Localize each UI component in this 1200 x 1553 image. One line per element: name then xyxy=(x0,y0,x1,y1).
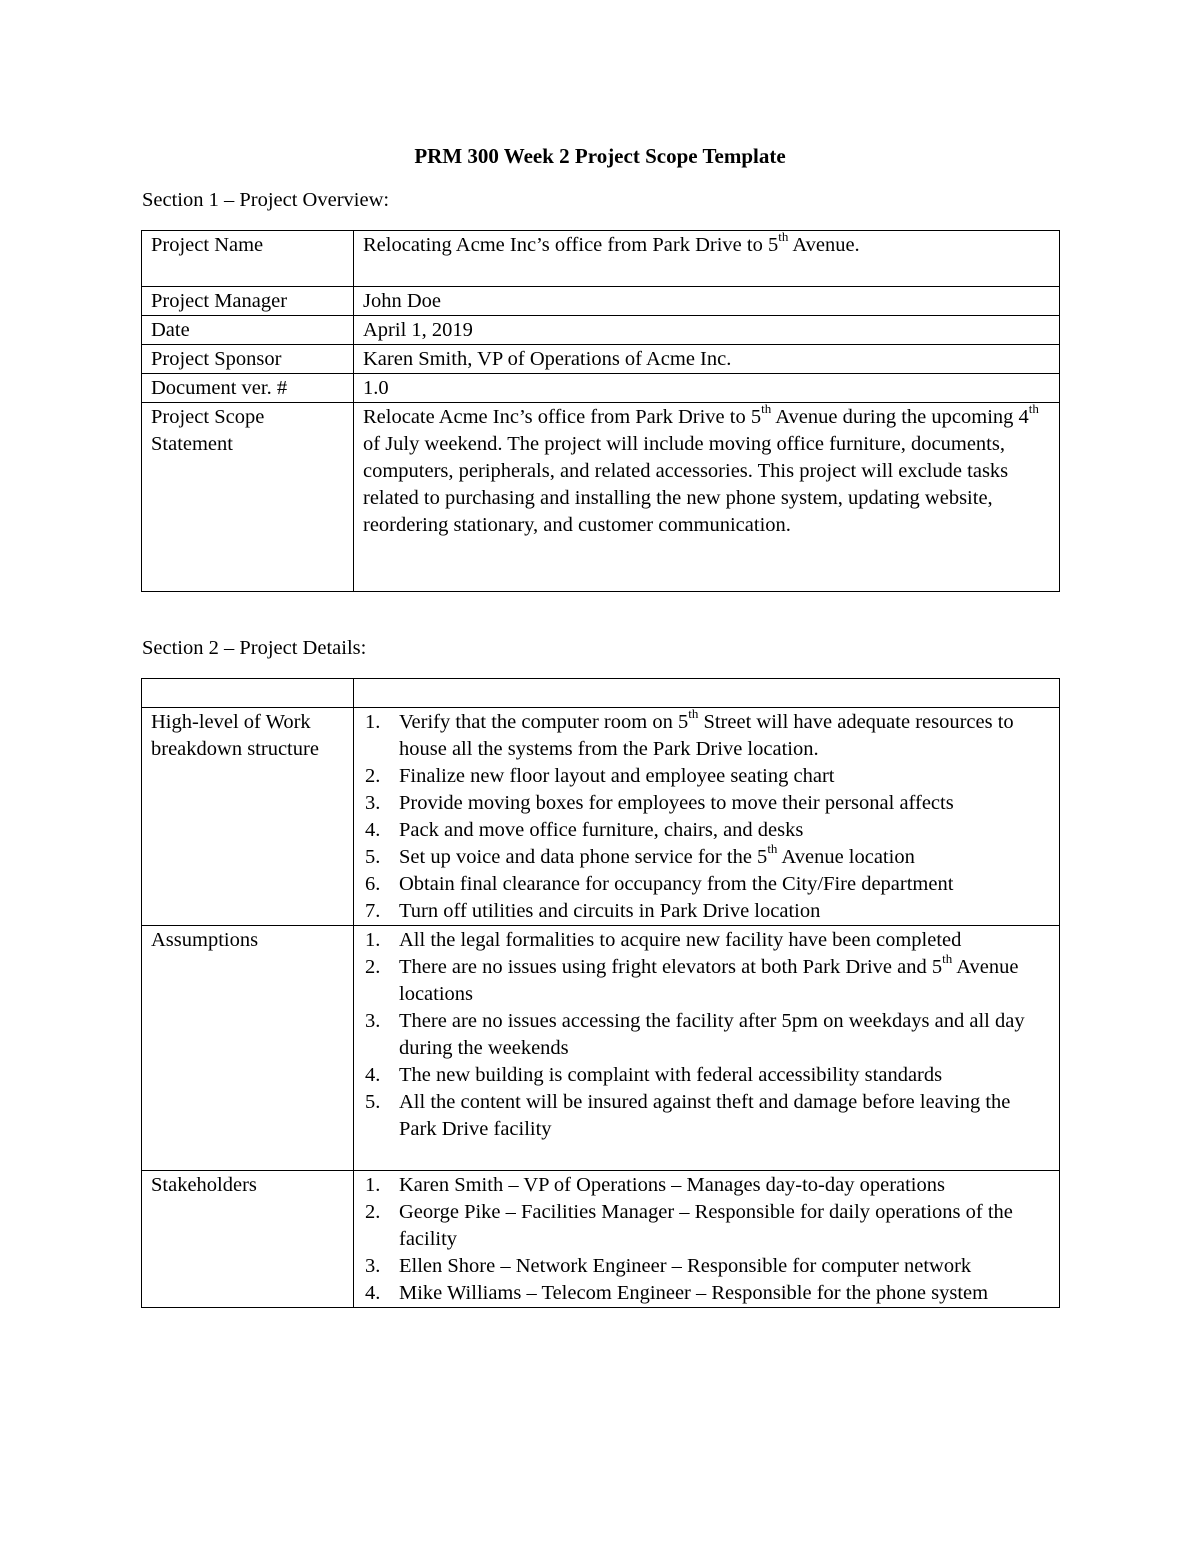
list-item-text: Verify that the computer room on 5 xyxy=(399,711,689,733)
project-name-label: Project Name xyxy=(142,231,354,287)
list-item xyxy=(363,898,1050,925)
list-item-number: 7. xyxy=(365,900,381,922)
project-name-value xyxy=(354,231,1060,287)
project-overview-table xyxy=(141,230,1060,592)
list-item-number: 5. xyxy=(365,1091,381,1113)
list-item xyxy=(363,841,1050,871)
project-name-text: Relocating Acme Inc’s office from Park Drive to 5 xyxy=(363,234,779,256)
list-item xyxy=(363,927,1050,954)
list-item-text: Set up voice and data phone service for the 5 xyxy=(399,846,768,868)
list-item xyxy=(363,1253,1050,1280)
date-label: Date xyxy=(142,316,354,345)
list-item-superscript: th xyxy=(767,841,778,857)
list-item xyxy=(363,1199,1050,1253)
assumptions-list xyxy=(363,927,1050,1143)
scope-label-line1: Project Scope xyxy=(151,406,265,428)
table-row xyxy=(142,374,1060,403)
list-item xyxy=(363,1008,1050,1062)
list-item-text: George Pike – Facilities Manager – Responsible for daily operations of the facility xyxy=(399,1201,1013,1250)
list-item-text: There are no issues accessing the facility after 5pm on weekdays and all day during the weekends xyxy=(399,1010,1025,1059)
stakeholders-list xyxy=(363,1172,1050,1307)
list-item-text: Mike Williams – Telecom Engineer – Responsible for the phone system xyxy=(399,1282,989,1304)
assumptions-value xyxy=(354,926,1060,1171)
scope-text-part3: of July weekend. The project will include moving office furniture, documents, computers, peripherals, and related accessories. This project will exclude tasks related to purchasing and installing the new phone system, updating website, reordering stationary, and customer communication. xyxy=(363,433,1009,536)
scope-sup1: th xyxy=(761,401,772,417)
list-item-number: 3. xyxy=(365,792,381,814)
list-item-text: Obtain final clearance for occupancy from the City/Fire department xyxy=(399,873,954,895)
list-item-text: All the legal formalities to acquire new facility have been completed xyxy=(399,929,962,951)
project-manager-label: Project Manager xyxy=(142,287,354,316)
list-item-number: 4. xyxy=(365,819,381,841)
table-header-row xyxy=(142,679,1060,708)
table-row xyxy=(142,345,1060,374)
list-item-text: There are no issues using fright elevators at both Park Drive and 5 xyxy=(399,956,943,978)
list-item-number: 4. xyxy=(365,1282,381,1304)
list-item-text-end: Street will have adequate resources to house all the systems from the Park Drive location. xyxy=(399,711,1014,760)
document-title: PRM 300 Week 2 Project Scope Template xyxy=(414,144,786,168)
list-item-number: 2. xyxy=(365,765,381,787)
list-item xyxy=(363,790,1050,817)
list-item-number: 6. xyxy=(365,873,381,895)
assumptions-label: Assumptions xyxy=(142,926,354,1171)
list-item-superscript: th xyxy=(942,951,953,967)
list-item-number: 1. xyxy=(365,1174,381,1196)
table-row xyxy=(142,316,1060,345)
list-item xyxy=(363,706,1050,763)
table-row xyxy=(142,1171,1060,1308)
table-row xyxy=(142,708,1060,926)
stakeholders-label: Stakeholders xyxy=(142,1171,354,1308)
list-item xyxy=(363,871,1050,898)
project-manager-value: John Doe xyxy=(354,287,1060,316)
list-item-number: 5. xyxy=(365,846,381,868)
scope-text-part2: Avenue during the upcoming 4 xyxy=(771,406,1029,428)
list-item-number: 2. xyxy=(365,956,381,978)
empty-header-cell xyxy=(142,679,354,708)
project-sponsor-value: Karen Smith, VP of Operations of Acme Inc. xyxy=(354,345,1060,374)
list-item-text: Finalize new floor layout and employee seating chart xyxy=(399,765,835,787)
section1-heading: Section 1 – Project Overview: xyxy=(142,189,390,211)
list-item xyxy=(363,951,1050,1008)
list-item-text: Karen Smith – VP of Operations – Manages day-to-day operations xyxy=(399,1174,945,1196)
list-item-text-end: Avenue locations xyxy=(399,956,1019,1005)
section2-heading: Section 2 – Project Details: xyxy=(142,637,367,659)
scope-statement-value xyxy=(354,403,1060,592)
list-item-text: Ellen Shore – Network Engineer – Responsible for computer network xyxy=(399,1255,972,1277)
table-row xyxy=(142,231,1060,287)
date-value: April 1, 2019 xyxy=(354,316,1060,345)
list-item-text: Turn off utilities and circuits in Park Drive location xyxy=(399,900,821,922)
list-item-text-end: Avenue location xyxy=(777,846,915,868)
list-item xyxy=(363,1280,1050,1307)
project-name-text-end: Avenue. xyxy=(788,234,860,256)
list-item-number: 1. xyxy=(365,929,381,951)
list-item-number: 3. xyxy=(365,1010,381,1032)
list-item-number: 1. xyxy=(365,711,381,733)
project-details-table xyxy=(141,678,1060,1308)
list-item xyxy=(363,1089,1050,1143)
table-row xyxy=(142,287,1060,316)
list-item xyxy=(363,1172,1050,1199)
project-name-sup: th xyxy=(778,229,789,245)
scope-text-part1: Relocate Acme Inc’s office from Park Drive to 5 xyxy=(363,406,762,428)
project-sponsor-label: Project Sponsor xyxy=(142,345,354,374)
list-item-text: Pack and move office furniture, chairs, and desks xyxy=(399,819,804,841)
table-row xyxy=(142,926,1060,1171)
list-item xyxy=(363,817,1050,844)
scope-label-line2: Statement xyxy=(151,433,233,455)
list-item xyxy=(363,763,1050,790)
list-item-text: All the content will be insured against theft and damage before leaving the Park Drive facility xyxy=(399,1091,1011,1140)
list-item-number: 4. xyxy=(365,1064,381,1086)
list-item xyxy=(363,1062,1050,1089)
wbs-list xyxy=(363,706,1050,925)
list-item-number: 2. xyxy=(365,1201,381,1223)
stakeholders-value xyxy=(354,1171,1060,1308)
wbs-value xyxy=(354,708,1060,926)
list-item-text: The new building is complaint with federal accessibility standards xyxy=(399,1064,943,1086)
empty-header-cell xyxy=(354,679,1060,708)
scope-statement-label xyxy=(142,403,354,592)
list-item-text: Provide moving boxes for employees to move their personal affects xyxy=(399,792,954,814)
table-row xyxy=(142,403,1060,592)
document-version-label: Document ver. # xyxy=(142,374,354,403)
scope-sup2: th xyxy=(1028,401,1039,417)
list-item-number: 3. xyxy=(365,1255,381,1277)
list-item-superscript: th xyxy=(688,706,699,722)
wbs-label: High-level of Work breakdown structure xyxy=(142,708,354,926)
document-version-value: 1.0 xyxy=(354,374,1060,403)
